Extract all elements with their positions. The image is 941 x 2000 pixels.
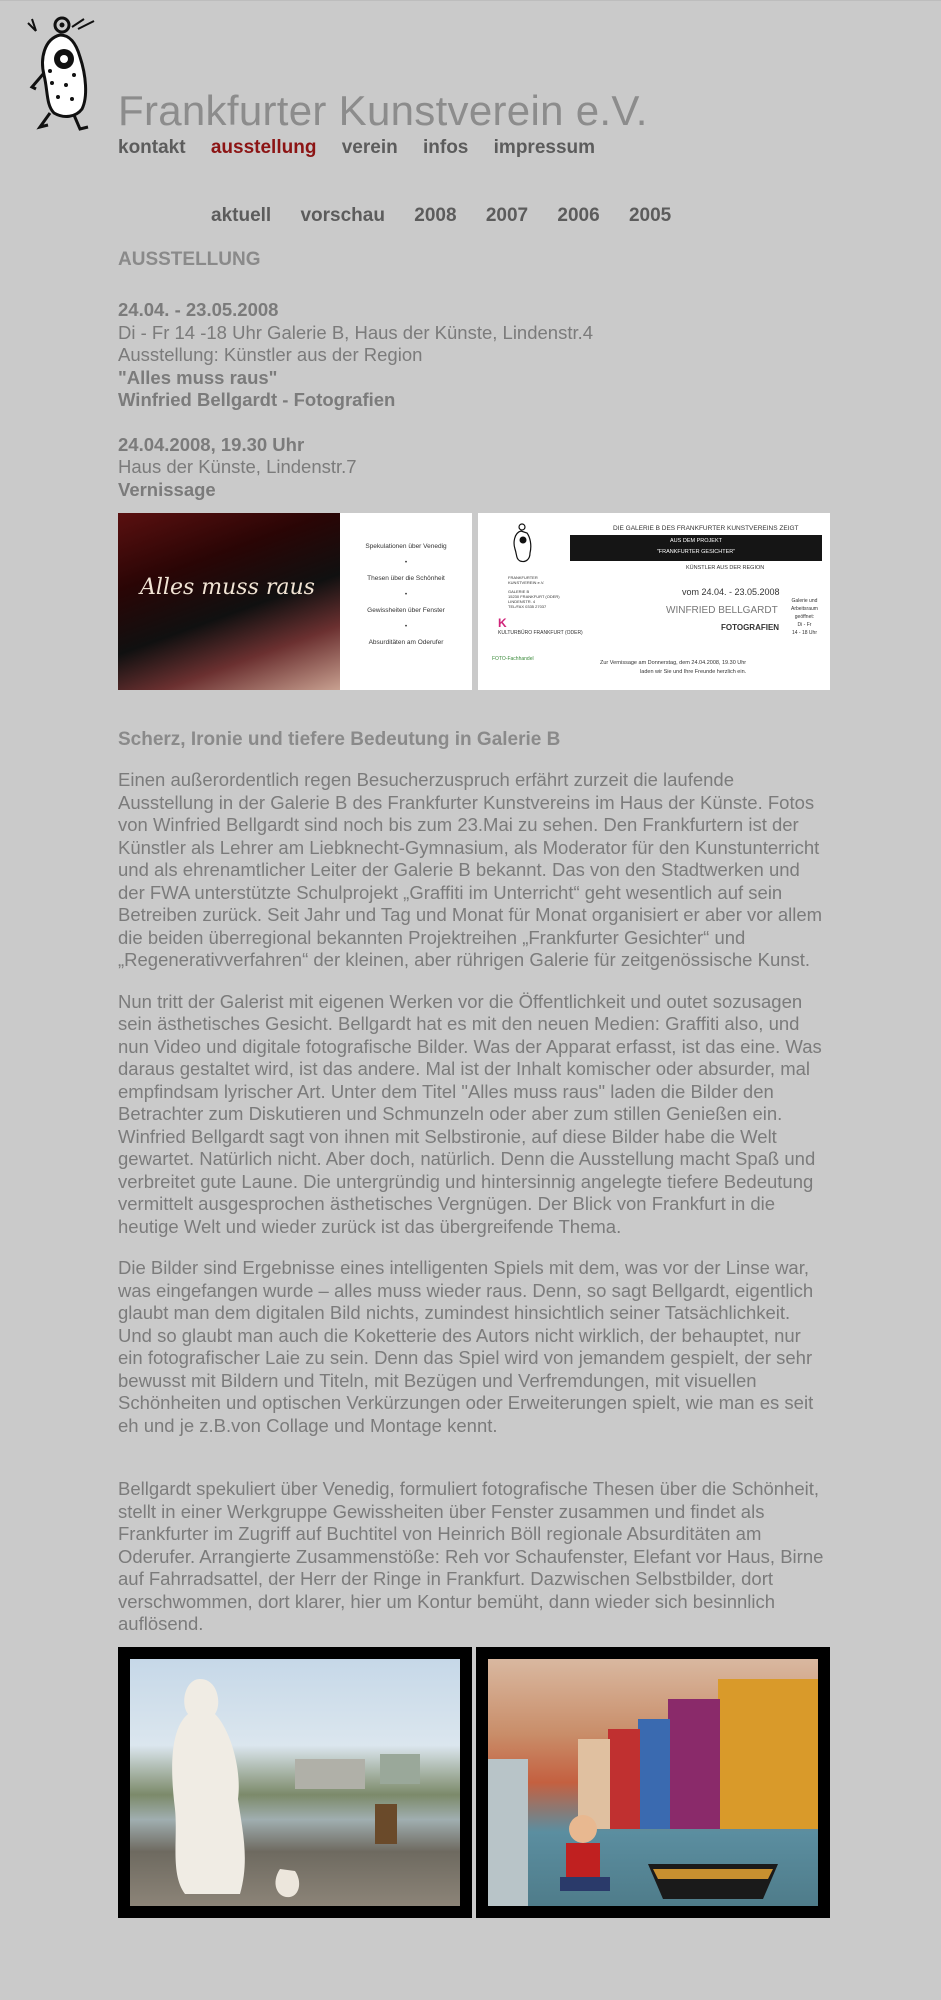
exhibition-info xyxy=(118,249,878,501)
flyer-hours-line: Di - Fr xyxy=(797,622,812,628)
article-line: verschwommen, dort klarer, hier um Kontur bemüht, dann wieder sich besinnlich xyxy=(118,1590,776,1612)
opening-place: Haus der Künste, Lindenstr.7 xyxy=(118,456,357,477)
article-paragraph xyxy=(118,1257,878,1437)
flyer-bullet: • xyxy=(404,623,408,630)
flyer-project-box xyxy=(570,535,822,561)
article-line: Betrachter zum Diskutieren und Schmunzeln oder aber zum stillen Genießen ein. xyxy=(118,1103,783,1124)
photo-statue[interactable] xyxy=(118,1647,472,1918)
subnav-aktuell[interactable]: aktuell xyxy=(211,205,272,226)
article-line: sein ästhetisches Gesicht. Bellgardt hat es mit den neuen Medien: Graffiti also, und xyxy=(118,1013,800,1034)
exhibition-title: "Alles muss raus" xyxy=(118,366,278,388)
nav-infos[interactable]: infos xyxy=(422,137,469,158)
section-heading: AUSSTELLUNG xyxy=(118,249,261,270)
article-line: gewartet. Natürlich nicht. Aber doch, natürlich. Denn die Ausstellung macht Spaß und xyxy=(118,1148,816,1169)
article-line: Frankfurter im Zugriff auf Buchtitel von Heinrich Böll regionale Absurditäten am xyxy=(118,1523,762,1544)
flyer-artist: WINFRIED BELLGARDT xyxy=(666,605,778,616)
flyer-address-line: TEL/FAX 0335 27037 xyxy=(508,604,547,609)
article-paragraph xyxy=(118,1478,878,1636)
article-line: Bellgardt spekuliert über Venedig, formuliert fotografische Thesen über die Schönheit, xyxy=(118,1478,820,1499)
sub-navigation xyxy=(211,205,695,227)
flyer-invitation-line: Zur Vernissage am Donnerstag, dem 24.04.2008, 19.30 Uhr xyxy=(600,660,747,666)
flyer-fotografien: FOTOGRAFIEN xyxy=(721,623,780,632)
flyer-address-line: LINDENSTR. 4 xyxy=(508,599,536,604)
article-line: der FWA unterstützte Schulprojekt „Graffiti im Unterricht“ geht wesentlich auf sein xyxy=(118,881,783,903)
article xyxy=(118,729,878,1655)
exhibition-photos xyxy=(118,1647,830,1918)
flyer-address-line: KUNSTVEREIN e.V. xyxy=(508,580,545,585)
subnav-2005[interactable]: 2005 xyxy=(628,205,672,226)
subnav-2006[interactable]: 2006 xyxy=(557,205,600,226)
article-line: verbreitet gute Laune. Die untergründig und hintersinnig angelegte tiefere Bedeutung xyxy=(118,1170,814,1192)
article-line: und als ehrenamtlicher Leiter der Galerie B bekannt. Das von den Stadtwerken und xyxy=(118,859,800,880)
photo-venice[interactable] xyxy=(476,1647,830,1918)
flyer-hours xyxy=(791,597,818,637)
opening-label: Vernissage xyxy=(118,478,216,500)
statue-illustration xyxy=(130,1659,460,1906)
subnav-vorschau[interactable]: vorschau xyxy=(300,205,385,226)
flyer-project-line: AUS DEM PROJEKT xyxy=(670,538,722,544)
flyer-photo-title: Alles muss raus xyxy=(140,575,315,600)
subnav-2008[interactable]: 2008 xyxy=(414,205,457,226)
flyer-address-line: FRANKFURTER xyxy=(508,575,538,580)
article-line: heutige Welt und wieder zurück ist das übergreifende Thema. xyxy=(118,1215,622,1237)
article-line: Ausstellung in der Galerie B des Frankfurter Kunstvereins im Haus der Künste. Fotos xyxy=(118,791,815,813)
flyer-dates: vom 24.04. - 23.05.2008 xyxy=(682,587,780,597)
nav-impressum[interactable]: impressum xyxy=(493,137,596,158)
kulturbuero-logo: K KULTURBÜRO FRANKFURT (ODER) xyxy=(498,616,583,636)
article-line: Künstler als Lehrer am Liebknecht-Gymnasium, als Moderator für den Kunstunterricht xyxy=(118,836,820,858)
article-line: Schönheiten und optischen Verkürzungen oder Erweiterungen spielt, wie man es seit xyxy=(118,1392,814,1413)
article-line: Und so glaubt man auch die Koketterie des Autors nicht wirklich, der behauptet, nur xyxy=(118,1324,801,1346)
kulturbuero-label: KULTURBÜRO FRANKFURT (ODER) xyxy=(498,630,583,636)
exhibition-type: Ausstellung: Künstler aus der Region xyxy=(118,344,423,365)
article-line: „Regenerativverfahren“ der kleinen, aber rührigen Galerie für zeitgenössische Kunst. xyxy=(118,949,811,970)
flyer-invitation-line: laden wir Sie und Ihre Freunde herzlich ein. xyxy=(640,669,747,675)
flyer-address-line: 15230 FRANKFURT (ODER) xyxy=(508,594,560,599)
opening-date: 24.04.2008, 19.30 Uhr xyxy=(118,433,305,455)
article-line: daraus gestaltet wird, ist das andere. Mal ist der Inhalt komischer oder absurder, mal xyxy=(118,1058,811,1079)
flyer-bullet: • xyxy=(404,591,408,598)
venice-illustration xyxy=(488,1659,818,1906)
article-line: die beiden überregional bekannten Projektreihen „Frankfurter Gesichter“ und xyxy=(118,926,746,948)
article-line: stellt in einer Werkgruppe Gewissheiten über Fenster zusammen und findet als xyxy=(118,1500,765,1522)
flyer-hours-line: 14 - 18 Uhr xyxy=(791,630,817,636)
article-line: Nun tritt der Galerist mit eigenen Werken vor die Öffentlichkeit und outet sozusagen xyxy=(118,990,803,1012)
nav-verein[interactable]: verein xyxy=(341,137,398,158)
article-line: Die Bilder sind Ergebnisse eines intelligenten Spiels mit dem, was vor der Linse war, xyxy=(118,1257,810,1278)
flyer-logo-icon xyxy=(506,521,540,563)
article-line: Oderufer. Arrangierte Zusammenstöße: Reh vor Schaufenster, Elefant vor Haus, Birne xyxy=(118,1545,824,1567)
flyer-topics xyxy=(340,513,472,690)
flyer-hours-line: geöffnet: xyxy=(794,614,815,620)
kunstverein-logo[interactable] xyxy=(22,13,122,131)
photo-statue-image xyxy=(130,1659,460,1906)
article-line: auflösend. xyxy=(118,1613,204,1634)
article-line: bewusst mit Bildern und Titeln, mit Bezügen und Verfremdungen, mit visuellen xyxy=(118,1369,757,1391)
foto-logo: FOTO-Fachhandel xyxy=(492,656,534,662)
flyer-project-line: "FRANKFURTER GESICHTER" xyxy=(656,549,736,555)
flyer-photo xyxy=(118,513,340,690)
exhibition-artist: Winfried Bellgardt - Fotografien xyxy=(118,389,396,410)
article-line: von Winfried Bellgardt sind noch bis zum 23.Mai zu sehen. Den Frankfurtern ist der xyxy=(118,814,799,835)
flyer-invitation xyxy=(600,659,746,677)
flyer-region: KÜNSTLER AUS DER REGION xyxy=(686,565,765,571)
article-line: ein fotografischer Laie zu sein. Denn das Spiel wird von jemandem gespielt, der sehr xyxy=(118,1347,813,1368)
site-title: Frankfurter Kunstverein e.V. xyxy=(118,87,648,134)
main-navigation xyxy=(118,137,615,159)
flyer-front[interactable] xyxy=(118,513,472,690)
article-line: Winfried Bellgardt sagt von ihnen mit Selbstironie, auf diese Bilder habe die Welt xyxy=(118,1125,777,1147)
article-line: eh und je z.B.von Collage und Montage kennt. xyxy=(118,1414,498,1436)
subnav-2007[interactable]: 2007 xyxy=(485,205,529,226)
article-line: glaubt man dem digitalen Bild nichts, zumindest hinsichtlich seiner Tatsächlichkeit. xyxy=(118,1302,791,1323)
article-line: was eingefangen wurde – alles muss wieder raus. Denn, so sagt Bellgardt, eigentlich xyxy=(118,1279,814,1301)
opening-details xyxy=(118,434,878,502)
flyer-header: DIE GALERIE B DES FRANKFURTER KUNSTVEREINS ZEIGT xyxy=(613,525,799,532)
nav-ausstellung[interactable]: ausstellung xyxy=(210,137,317,158)
flyer-back[interactable] xyxy=(478,513,830,690)
flyer-topic: Gewissheiten über Fenster xyxy=(367,607,445,614)
exhibition-dates: 24.04. - 23.05.2008 xyxy=(118,299,279,320)
flyer-topic: Spekulationen über Venedig xyxy=(365,543,447,550)
article-line: Einen außerordentlich regen Besucherzuspruch erfährt zurzeit die laufende xyxy=(118,769,735,790)
flyer-bullet: • xyxy=(404,559,408,566)
article-heading: Scherz, Ironie und tiefere Bedeutung in Galerie B xyxy=(118,729,561,750)
flyer-topic: Absurditäten am Oderufer xyxy=(368,639,444,646)
exhibition-hours: Di - Fr 14 -18 Uhr Galerie B, Haus der Künste, Lindenstr.4 xyxy=(118,321,594,343)
article-line: empfindsam lyrischer Art. Unter dem Titel "Alles muss raus" laden die Bilder den xyxy=(118,1080,774,1102)
exhibition-flyers xyxy=(118,513,830,690)
article-line: nun Video und digitale fotografische Bilder. Was der Apparat erfasst, ist das eine. Was xyxy=(118,1035,822,1057)
flyer-address xyxy=(508,575,560,609)
article-line: Betreiben zurück. Seit Jahr und Tag und Monat für Monat organisiert er aber vor allem xyxy=(118,904,823,925)
exhibition-details xyxy=(118,299,878,412)
article-line: vermittelt ausgesprochen ästhetisches Vergnügen. Der Blick von Frankfurt in die xyxy=(118,1193,776,1214)
flyer-hours-line: Arbeitsraum xyxy=(791,606,818,612)
flyer-hours-line: Galerie und xyxy=(791,598,818,604)
photo-venice-image xyxy=(488,1659,818,1906)
nav-kontakt[interactable]: kontakt xyxy=(118,137,186,158)
article-paragraph xyxy=(118,769,878,972)
flyer-topic: Thesen über die Schönheit xyxy=(367,575,445,582)
flyer-address-line: GALERIE B xyxy=(508,589,530,594)
article-paragraph xyxy=(118,991,878,1239)
article-line: auf Fahrradsattel, der Herr der Ringe in Frankfurt. Dazwischen Selbstbilder, dort xyxy=(118,1568,773,1589)
